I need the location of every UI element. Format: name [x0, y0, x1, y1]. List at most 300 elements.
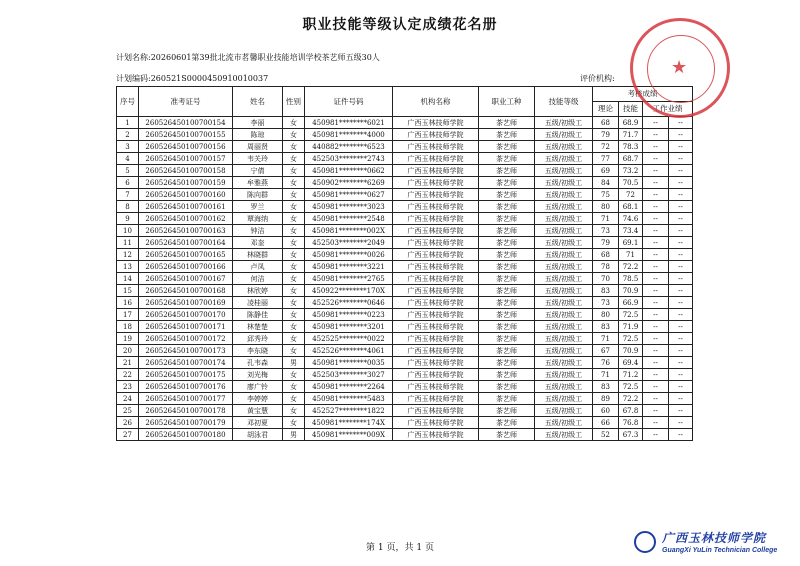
cell-skill: 66.9 — [619, 297, 643, 309]
cell-institution: 广西玉林技师学院 — [393, 297, 479, 309]
cell-extra: -- — [669, 189, 693, 201]
cell-exam-id: 260526450100700155 — [139, 129, 233, 141]
cell-exam-id: 260526450100700168 — [139, 285, 233, 297]
cell-cert-id: 450922********170X — [305, 285, 393, 297]
table-row — [117, 393, 693, 405]
cell-theory: 83 — [593, 321, 619, 333]
cell-seq: 1 — [117, 117, 139, 129]
cell-occupation: 茶艺师 — [479, 261, 535, 273]
cell-cert-id: 452526********0646 — [305, 297, 393, 309]
header-skill: 技能 — [619, 102, 643, 117]
cell-cert-id: 452503********2049 — [305, 237, 393, 249]
cell-institution: 广西玉林技师学院 — [393, 141, 479, 153]
cell-level: 五级/初级工 — [535, 117, 593, 129]
cell-institution: 广西玉林技师学院 — [393, 309, 479, 321]
cell-level: 五级/初级工 — [535, 249, 593, 261]
table-row — [117, 285, 693, 297]
cell-gender: 女 — [283, 225, 305, 237]
cell-occupation: 茶艺师 — [479, 249, 535, 261]
cell-exam-id: 260526450100700157 — [139, 153, 233, 165]
cell-work: -- — [643, 429, 669, 441]
cell-name: 李丽 — [233, 117, 283, 129]
cell-name: 宁倩 — [233, 165, 283, 177]
cell-seq: 17 — [117, 309, 139, 321]
cell-work: -- — [643, 393, 669, 405]
cell-level: 五级/初级工 — [535, 297, 593, 309]
roster-body — [117, 117, 693, 441]
header-name: 姓名 — [233, 87, 283, 117]
table-row — [117, 249, 693, 261]
header-exam-id: 准考证号 — [139, 87, 233, 117]
table-row — [117, 165, 693, 177]
college-emblem-icon — [634, 531, 656, 553]
cell-theory: 75 — [593, 189, 619, 201]
cell-skill: 70.9 — [619, 345, 643, 357]
page-footer: 第 1 页，共 1 页 — [366, 543, 434, 553]
cell-exam-id: 260526450100700177 — [139, 393, 233, 405]
cell-skill: 73.2 — [619, 165, 643, 177]
cell-cert-id: 450981********3221 — [305, 261, 393, 273]
cell-name: 林楚楚 — [233, 321, 283, 333]
cell-work: -- — [643, 201, 669, 213]
cell-work: -- — [643, 261, 669, 273]
cell-name: 刘光梅 — [233, 369, 283, 381]
cell-seq: 16 — [117, 297, 139, 309]
cell-extra: -- — [669, 309, 693, 321]
cell-institution: 广西玉林技师学院 — [393, 381, 479, 393]
cell-occupation: 茶艺师 — [479, 393, 535, 405]
cell-theory: 72 — [593, 141, 619, 153]
cell-exam-id: 260526450100700179 — [139, 417, 233, 429]
cell-skill: 71.9 — [619, 321, 643, 333]
cell-theory: 67 — [593, 345, 619, 357]
cell-level: 五级/初级工 — [535, 309, 593, 321]
cell-cert-id: 450981********174X — [305, 417, 393, 429]
table-row — [117, 153, 693, 165]
cell-institution: 广西玉林技师学院 — [393, 237, 479, 249]
cell-name: 何洁 — [233, 273, 283, 285]
cell-institution: 广西玉林技师学院 — [393, 201, 479, 213]
table-row — [117, 369, 693, 381]
cell-seq: 27 — [117, 429, 139, 441]
cell-cert-id: 452526********4061 — [305, 345, 393, 357]
cell-level: 五级/初级工 — [535, 129, 593, 141]
cell-occupation: 茶艺师 — [479, 429, 535, 441]
cell-cert-id: 440882********6523 — [305, 141, 393, 153]
table-row — [117, 177, 693, 189]
header-work: 工作业绩 — [643, 102, 693, 117]
cell-extra: -- — [669, 297, 693, 309]
cell-gender: 女 — [283, 285, 305, 297]
cell-gender: 女 — [283, 369, 305, 381]
cell-seq: 24 — [117, 393, 139, 405]
cell-exam-id: 260526450100700163 — [139, 225, 233, 237]
cell-theory: 68 — [593, 117, 619, 129]
cell-extra: -- — [669, 225, 693, 237]
table-row — [117, 321, 693, 333]
cell-extra: -- — [669, 405, 693, 417]
cell-work: -- — [643, 153, 669, 165]
cell-exam-id: 260526450100700173 — [139, 345, 233, 357]
logo-en-text: GuangXi YuLin Technician College — [662, 547, 778, 554]
cell-theory: 71 — [593, 333, 619, 345]
header-theory: 理论 — [593, 102, 619, 117]
cell-extra: -- — [669, 357, 693, 369]
header-level: 技能等级 — [535, 87, 593, 117]
cell-gender: 女 — [283, 345, 305, 357]
cell-theory: 84 — [593, 177, 619, 189]
cell-theory: 73 — [593, 297, 619, 309]
cell-seq: 21 — [117, 357, 139, 369]
cell-level: 五级/初级工 — [535, 213, 593, 225]
cell-cert-id: 450902********6269 — [305, 177, 393, 189]
cell-level: 五级/初级工 — [535, 201, 593, 213]
cell-level: 五级/初级工 — [535, 345, 593, 357]
cell-theory: 78 — [593, 261, 619, 273]
cell-institution: 广西玉林技师学院 — [393, 261, 479, 273]
org-label: 评价机构: — [580, 74, 615, 83]
cell-work: -- — [643, 141, 669, 153]
cell-cert-id: 450981********3023 — [305, 201, 393, 213]
cell-gender: 女 — [283, 213, 305, 225]
cell-extra: -- — [669, 201, 693, 213]
cell-gender: 女 — [283, 381, 305, 393]
cell-theory: 83 — [593, 285, 619, 297]
cell-seq: 25 — [117, 405, 139, 417]
cell-theory: 79 — [593, 237, 619, 249]
cell-name: 牟雅燕 — [233, 177, 283, 189]
cell-extra: -- — [669, 345, 693, 357]
cell-cert-id: 450981********6021 — [305, 117, 393, 129]
cell-institution: 广西玉林技师学院 — [393, 117, 479, 129]
cell-seq: 15 — [117, 285, 139, 297]
cell-extra: -- — [669, 237, 693, 249]
cell-work: -- — [643, 249, 669, 261]
cell-theory: 77 — [593, 153, 619, 165]
cell-name: 李婷婷 — [233, 393, 283, 405]
cell-work: -- — [643, 165, 669, 177]
cell-seq: 12 — [117, 249, 139, 261]
cell-cert-id: 450981********0662 — [305, 165, 393, 177]
cell-seq: 22 — [117, 369, 139, 381]
cell-theory: 79 — [593, 129, 619, 141]
cell-work: -- — [643, 117, 669, 129]
cell-exam-id: 260526450100700169 — [139, 297, 233, 309]
cell-occupation: 茶艺师 — [479, 177, 535, 189]
cell-level: 五级/初级工 — [535, 369, 593, 381]
cell-gender: 女 — [283, 321, 305, 333]
code-value: 260521S0000450910010037 — [150, 74, 269, 83]
table-row — [117, 141, 693, 153]
cell-name: 韦关玲 — [233, 153, 283, 165]
table-row — [117, 273, 693, 285]
cell-exam-id: 260526450100700175 — [139, 369, 233, 381]
cell-occupation: 茶艺师 — [479, 357, 535, 369]
cell-seq: 8 — [117, 201, 139, 213]
cell-cert-id: 452503********2743 — [305, 153, 393, 165]
cell-extra: -- — [669, 273, 693, 285]
cell-occupation: 茶艺师 — [479, 297, 535, 309]
cell-occupation: 茶艺师 — [479, 405, 535, 417]
cell-name: 孔韦森 — [233, 357, 283, 369]
table-row — [117, 405, 693, 417]
cell-cert-id: 450981********0026 — [305, 249, 393, 261]
cell-exam-id: 260526450100700167 — [139, 273, 233, 285]
cell-institution: 广西玉林技师学院 — [393, 177, 479, 189]
table-row — [117, 261, 693, 273]
cell-level: 五级/初级工 — [535, 237, 593, 249]
cell-skill: 74.6 — [619, 213, 643, 225]
cell-name: 黄宝慧 — [233, 405, 283, 417]
college-logo — [634, 527, 794, 561]
cell-level: 五级/初级工 — [535, 381, 593, 393]
cell-seq: 2 — [117, 129, 139, 141]
cell-extra: -- — [669, 321, 693, 333]
cell-theory: 60 — [593, 405, 619, 417]
cell-work: -- — [643, 177, 669, 189]
cell-occupation: 茶艺师 — [479, 309, 535, 321]
cell-institution: 广西玉林技师学院 — [393, 393, 479, 405]
cell-occupation: 茶艺师 — [479, 273, 535, 285]
cell-seq: 20 — [117, 345, 139, 357]
cell-name: 李东晓 — [233, 345, 283, 357]
evaluation-org — [580, 74, 615, 84]
cell-name: 罗兰 — [233, 201, 283, 213]
cell-theory: 83 — [593, 381, 619, 393]
cell-skill: 78.3 — [619, 141, 643, 153]
cell-skill: 72.2 — [619, 393, 643, 405]
cell-cert-id: 452503********3027 — [305, 369, 393, 381]
cell-name: 廖广铃 — [233, 381, 283, 393]
cell-gender: 女 — [283, 237, 305, 249]
cell-cert-id: 450981********2765 — [305, 273, 393, 285]
cell-level: 五级/初级工 — [535, 141, 593, 153]
cell-name: 卢凤 — [233, 261, 283, 273]
header-occupation: 职业工种 — [479, 87, 535, 117]
cell-work: -- — [643, 357, 669, 369]
cell-institution: 广西玉林技师学院 — [393, 357, 479, 369]
header-institution: 机构名称 — [393, 87, 479, 117]
header-score-group: 考核成绩 — [593, 87, 693, 102]
cell-level: 五级/初级工 — [535, 261, 593, 273]
cell-work: -- — [643, 213, 669, 225]
cell-name: 陈静佳 — [233, 309, 283, 321]
cell-occupation: 茶艺师 — [479, 165, 535, 177]
cell-institution: 广西玉林技师学院 — [393, 189, 479, 201]
cell-work: -- — [643, 333, 669, 345]
cell-skill: 71.7 — [619, 129, 643, 141]
cell-work: -- — [643, 237, 669, 249]
cell-seq: 5 — [117, 165, 139, 177]
table-row — [117, 297, 693, 309]
cell-exam-id: 260526450100700156 — [139, 141, 233, 153]
cell-level: 五级/初级工 — [535, 321, 593, 333]
cell-work: -- — [643, 309, 669, 321]
cell-exam-id: 260526450100700171 — [139, 321, 233, 333]
cell-gender: 女 — [283, 249, 305, 261]
cell-cert-id: 450981********2264 — [305, 381, 393, 393]
cell-extra: -- — [669, 381, 693, 393]
table-row — [117, 225, 693, 237]
cell-exam-id: 260526450100700154 — [139, 117, 233, 129]
cell-name: 邱秀玲 — [233, 333, 283, 345]
cell-seq: 26 — [117, 417, 139, 429]
cell-work: -- — [643, 273, 669, 285]
cell-gender: 男 — [283, 429, 305, 441]
cell-exam-id: 260526450100700164 — [139, 237, 233, 249]
table-row — [117, 213, 693, 225]
cell-extra: -- — [669, 285, 693, 297]
cell-occupation: 茶艺师 — [479, 369, 535, 381]
cell-theory: 69 — [593, 165, 619, 177]
cell-skill: 68.7 — [619, 153, 643, 165]
plan-label: 计划名称: — [116, 53, 151, 62]
cell-institution: 广西玉林技师学院 — [393, 165, 479, 177]
cell-seq: 11 — [117, 237, 139, 249]
cell-skill: 67.8 — [619, 405, 643, 417]
cell-gender: 女 — [283, 177, 305, 189]
cell-name: 邓奎 — [233, 237, 283, 249]
cell-extra: -- — [669, 333, 693, 345]
cell-cert-id: 450981********009X — [305, 429, 393, 441]
cell-occupation: 茶艺师 — [479, 141, 535, 153]
cell-theory: 73 — [593, 225, 619, 237]
cell-level: 五级/初级工 — [535, 165, 593, 177]
cell-cert-id: 450981********4000 — [305, 129, 393, 141]
cell-skill: 72 — [619, 189, 643, 201]
cell-skill: 71.2 — [619, 369, 643, 381]
cell-cert-id: 452525********0022 — [305, 333, 393, 345]
cell-cert-id: 450981********5483 — [305, 393, 393, 405]
cell-extra: -- — [669, 261, 693, 273]
cell-gender: 女 — [283, 393, 305, 405]
cell-institution: 广西玉林技师学院 — [393, 285, 479, 297]
plan-name — [116, 53, 406, 63]
cell-skill: 68.9 — [619, 117, 643, 129]
table-row — [117, 309, 693, 321]
cell-work: -- — [643, 189, 669, 201]
cell-exam-id: 260526450100700180 — [139, 429, 233, 441]
plan-value: 20260601第39批北流市茗馨职业技能培训学校茶艺师五级30人 — [150, 53, 380, 62]
cell-skill: 72.5 — [619, 309, 643, 321]
cell-seq: 23 — [117, 381, 139, 393]
cell-extra: -- — [669, 213, 693, 225]
score-roster-table — [116, 86, 693, 441]
cell-seq: 6 — [117, 177, 139, 189]
cell-work: -- — [643, 321, 669, 333]
cell-occupation: 茶艺师 — [479, 237, 535, 249]
cell-seq: 14 — [117, 273, 139, 285]
cell-skill: 73.4 — [619, 225, 643, 237]
cell-exam-id: 260526450100700170 — [139, 309, 233, 321]
cell-level: 五级/初级工 — [535, 177, 593, 189]
cell-skill: 69.1 — [619, 237, 643, 249]
header-gender: 性别 — [283, 87, 305, 117]
cell-cert-id: 450981********002X — [305, 225, 393, 237]
plan-code — [116, 74, 268, 84]
cell-seq: 18 — [117, 321, 139, 333]
cell-occupation: 茶艺师 — [479, 213, 535, 225]
cell-theory: 71 — [593, 213, 619, 225]
cell-exam-id: 260526450100700166 — [139, 261, 233, 273]
cell-cert-id: 450981********0223 — [305, 309, 393, 321]
cell-gender: 女 — [283, 141, 305, 153]
cell-institution: 广西玉林技师学院 — [393, 369, 479, 381]
cell-institution: 广西玉林技师学院 — [393, 153, 479, 165]
cell-gender: 女 — [283, 297, 305, 309]
cell-institution: 广西玉林技师学院 — [393, 429, 479, 441]
cell-level: 五级/初级工 — [535, 189, 593, 201]
table-row — [117, 117, 693, 129]
cell-gender: 女 — [283, 309, 305, 321]
cell-skill: 76.8 — [619, 417, 643, 429]
cell-gender: 女 — [283, 129, 305, 141]
table-row — [117, 417, 693, 429]
cell-level: 五级/初级工 — [535, 153, 593, 165]
cell-level: 五级/初级工 — [535, 405, 593, 417]
cell-theory: 68 — [593, 249, 619, 261]
cell-extra: -- — [669, 369, 693, 381]
table-row — [117, 237, 693, 249]
cell-extra: -- — [669, 393, 693, 405]
cell-cert-id: 450981********0627 — [305, 189, 393, 201]
cell-skill: 72.2 — [619, 261, 643, 273]
cell-extra: -- — [669, 117, 693, 129]
header-seq: 序号 — [117, 87, 139, 117]
cell-skill: 68.1 — [619, 201, 643, 213]
cell-institution: 广西玉林技师学院 — [393, 405, 479, 417]
cell-cert-id: 450981********3201 — [305, 321, 393, 333]
cell-skill: 71 — [619, 249, 643, 261]
table-row — [117, 333, 693, 345]
cell-cert-id: 452527********1822 — [305, 405, 393, 417]
cell-name: 胡泳君 — [233, 429, 283, 441]
cell-seq: 7 — [117, 189, 139, 201]
cell-skill: 70.5 — [619, 177, 643, 189]
cell-gender: 女 — [283, 189, 305, 201]
cell-cert-id: 450981********0035 — [305, 357, 393, 369]
cell-name: 覃海纳 — [233, 213, 283, 225]
cell-gender: 女 — [283, 153, 305, 165]
cell-name: 林晓群 — [233, 249, 283, 261]
cell-level: 五级/初级工 — [535, 417, 593, 429]
cell-seq: 13 — [117, 261, 139, 273]
cell-work: -- — [643, 369, 669, 381]
cell-seq: 9 — [117, 213, 139, 225]
cell-occupation: 茶艺师 — [479, 321, 535, 333]
cell-institution: 广西玉林技师学院 — [393, 321, 479, 333]
cell-occupation: 茶艺师 — [479, 129, 535, 141]
table-row — [117, 381, 693, 393]
cell-gender: 男 — [283, 357, 305, 369]
cell-extra: -- — [669, 129, 693, 141]
cell-theory: 80 — [593, 309, 619, 321]
cell-occupation: 茶艺师 — [479, 381, 535, 393]
cell-occupation: 茶艺师 — [479, 189, 535, 201]
table-row — [117, 357, 693, 369]
cell-seq: 10 — [117, 225, 139, 237]
cell-extra: -- — [669, 417, 693, 429]
cell-exam-id: 260526450100700160 — [139, 189, 233, 201]
cell-skill: 72.5 — [619, 333, 643, 345]
cell-exam-id: 260526450100700162 — [139, 213, 233, 225]
cell-skill: 70.9 — [619, 285, 643, 297]
cell-name: 邓初夏 — [233, 417, 283, 429]
cell-gender: 女 — [283, 417, 305, 429]
cell-gender: 女 — [283, 273, 305, 285]
cell-exam-id: 260526450100700161 — [139, 201, 233, 213]
cell-institution: 广西玉林技师学院 — [393, 333, 479, 345]
